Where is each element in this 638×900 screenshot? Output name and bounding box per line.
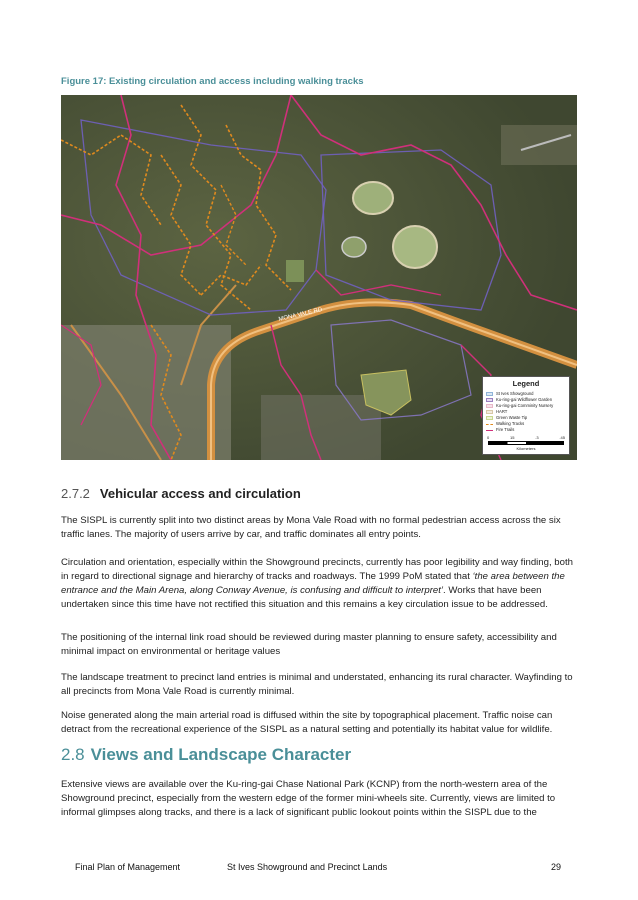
legend-label: St Ives Showground	[496, 390, 534, 396]
paragraph: Extensive views are available over the Ku-ring-gai Chase National Park (KCNP) from the north-western area of the Showground precinct, especially from the western edge of the former mini-wheels site. Currently, views are limited to informal glimpses along tracks, and there is a lack of significant public lookout points within the SISPL due to the	[61, 779, 556, 818]
scale-tick: .3	[535, 435, 539, 441]
section-number: 2.7.2	[61, 486, 90, 501]
aerial-map	[61, 95, 577, 460]
legend-label: Ku-ring-gai Wildflower Garden	[496, 396, 553, 402]
paragraph: The landscape treatment to precinct land entries is minimal and understated, enhancing its rural character. Wayfinding to all precincts from Mona Vale Road is currently minimal.	[61, 672, 573, 697]
scale-bar	[486, 435, 566, 446]
legend-swatch	[486, 392, 493, 396]
section-heading-272	[61, 486, 301, 501]
legend-swatch	[486, 416, 493, 420]
section-number: 2.8	[61, 745, 85, 764]
legend-label: HART	[496, 408, 508, 414]
legend-swatch	[486, 410, 493, 414]
map-legend	[482, 376, 570, 455]
road-label: MONA VALE RD	[278, 307, 323, 323]
footer-center: St Ives Showground and Precinct Lands	[227, 862, 388, 872]
legend-label: Walking Tracks	[496, 421, 525, 427]
scale-tick: 0	[487, 435, 490, 441]
footer-left: Final Plan of Management	[75, 862, 181, 872]
legend-item	[486, 427, 566, 433]
scale-tick: 15	[510, 435, 515, 441]
paragraph-quote: ‘the area between the entrance and the Main Arena, along Conway Avenue, is confusing and difficult to interpret’	[61, 571, 565, 596]
legend-swatch	[486, 430, 493, 431]
legend-title: Legend	[512, 378, 540, 388]
section-title: Views and Landscape Character	[90, 745, 352, 764]
paragraph: The SISPL is currently split into two distinct areas by Mona Vale Road with no formal pedestrian access across the six traffic lanes. The majority of users arrive by car, and traffic dominates all entry points.	[61, 515, 561, 540]
legend-label: Green Waste Tip	[496, 414, 528, 420]
legend-swatch	[486, 404, 493, 408]
figure-caption: Figure 17: Existing circulation and access including walking tracks	[61, 76, 364, 87]
scale-tick: .45	[559, 435, 565, 441]
paragraph: The positioning of the internal link road should be reviewed during master planning to ensure safety, accessibility and minimal impact on environmental or heritage values	[61, 632, 557, 657]
paragraph-text: Circulation and orientation, especially within the Showground precincts, currently has poor legibility and way finding, both in regard to directional signage and hierarchy of tracks and roadways. The 1999 PoM stated that	[61, 557, 573, 582]
legend-swatch	[486, 424, 493, 425]
page-number: 29	[551, 862, 562, 872]
scale-unit: Kilometers	[516, 446, 536, 452]
legend-swatch	[486, 398, 493, 402]
legend-label: Ku-ring-gai Comminity Nursery	[496, 402, 554, 408]
section-title: Vehicular access and circulation	[99, 486, 301, 501]
paragraph: Noise generated along the main arterial road is diffused within the site by topographical placement. Traffic noise can detract from the recreational experience of the SISPL as a natural setting and potentially its habitat value for wildlife.	[61, 710, 553, 735]
section-heading-28	[61, 745, 351, 765]
paragraph-text: . Works that have been undertaken since this time have not rectified this situation and this remains a key circulation issue to be addressed.	[61, 585, 548, 610]
paragraph	[61, 556, 579, 612]
legend-label: Fire Trails	[496, 427, 515, 433]
